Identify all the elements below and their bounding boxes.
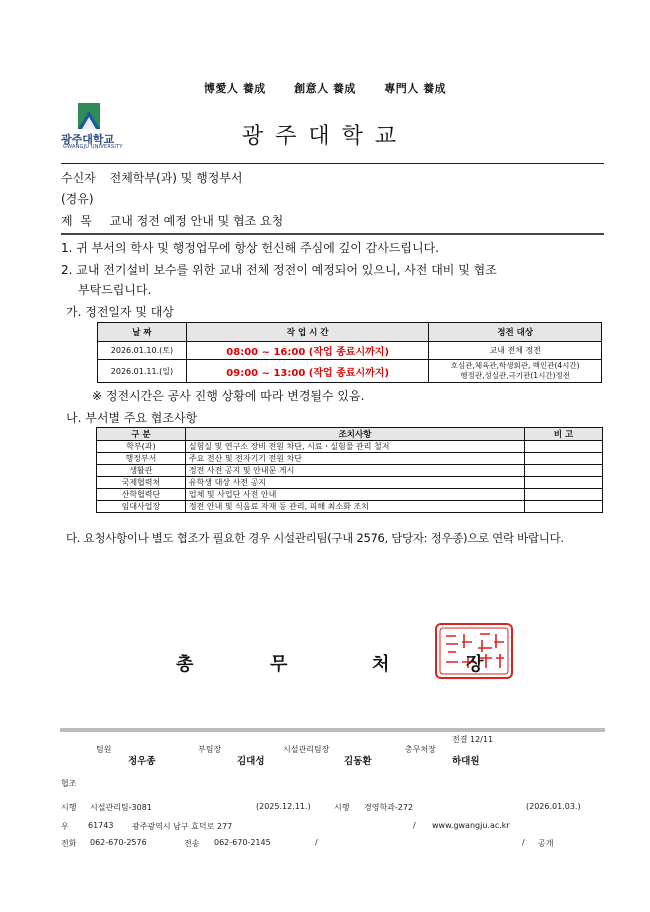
sign-char-2: 무 bbox=[270, 654, 288, 675]
sign-char-3: 처 bbox=[372, 654, 390, 675]
exec-label: 시행 bbox=[61, 803, 77, 812]
sign-char-1: 총 bbox=[176, 654, 194, 675]
cooperation-label: 협조 bbox=[61, 779, 77, 788]
recipient-row bbox=[61, 169, 243, 186]
row2-time: 09:00 ~ 13:00 (작업 종료시까지) bbox=[186, 360, 428, 383]
table-row bbox=[98, 342, 602, 360]
recv-value: 경영학과-272 bbox=[364, 803, 414, 812]
approver-3-name: 김동환 bbox=[344, 756, 372, 767]
action-cell: 유학생 대상 사전 공지 bbox=[185, 477, 524, 489]
row2-target-line2: 행정관,성실관,극기관(1시간)정전 bbox=[460, 371, 570, 380]
dept-cell: 산학협력단 bbox=[97, 489, 186, 501]
paragraph-1: 1. 귀 부서의 학사 및 행정업무에 항상 헌신해 주심에 깊이 감사드립니다. bbox=[61, 241, 439, 255]
tel-label: 전화 bbox=[61, 839, 77, 848]
slash-1: / bbox=[413, 821, 416, 830]
cooperation-table bbox=[96, 427, 603, 513]
approver-2-name: 김대성 bbox=[237, 756, 265, 767]
dept-cell: 생활관 bbox=[97, 465, 186, 477]
action-cell: 주요 전산 및 전자기기 전원 차단 bbox=[185, 453, 524, 465]
disclosure-status: 공개 bbox=[538, 839, 554, 848]
judgement-note: 전결 12/11 bbox=[452, 735, 494, 744]
action-cell: 정전 사전 공지 및 안내문 게시 bbox=[185, 465, 524, 477]
outage-schedule-table bbox=[97, 322, 602, 383]
university-motto bbox=[0, 80, 650, 96]
table-header-row bbox=[97, 428, 603, 441]
col-remark: 비 고 bbox=[525, 428, 603, 441]
col-dept: 구 분 bbox=[97, 428, 186, 441]
row2-date: 2026.01.11.(일) bbox=[98, 360, 187, 383]
approver-2-role: 부팀장 bbox=[198, 745, 222, 754]
remark-cell bbox=[525, 453, 603, 465]
approver-1-name: 정우종 bbox=[128, 756, 156, 767]
col-action: 조치사항 bbox=[185, 428, 524, 441]
document-title: 광주대학교 bbox=[241, 124, 409, 149]
motto-2: 創意人 養成 bbox=[294, 82, 356, 95]
table-row bbox=[97, 441, 603, 453]
motto-1: 博愛人 養成 bbox=[203, 82, 266, 95]
subject-divider bbox=[61, 233, 604, 235]
remark-cell bbox=[525, 501, 603, 513]
zip-value: 61743 bbox=[88, 821, 114, 830]
table-row bbox=[97, 489, 603, 501]
table-row bbox=[98, 360, 602, 383]
table-row bbox=[97, 477, 603, 489]
table-header-row bbox=[98, 323, 602, 342]
action-cell: 업체 및 사업단 사전 안내 bbox=[185, 489, 524, 501]
schedule-note: ※ 정전시간은 공사 진행 상황에 따라 변경될수 있음. bbox=[92, 389, 365, 403]
tel-value: 062-670-2576 bbox=[90, 838, 147, 847]
dept-cell: 행정부서 bbox=[97, 453, 186, 465]
row2-target-line1: 호심관,체육관,학생회관, 백인관(4시간) bbox=[450, 361, 580, 370]
action-cell: 실험실 및 연구소 장비 전원 차단, 시료ㆍ실험물 관리 철저 bbox=[185, 441, 524, 453]
row1-time: 08:00 ~ 16:00 (작업 종료시까지) bbox=[186, 342, 428, 360]
slash-2: / bbox=[315, 838, 318, 847]
section-ga-heading: 가. 정전일자 및 대상 bbox=[66, 305, 174, 319]
row1-target: 교내 전체 정전 bbox=[429, 342, 602, 360]
logo-english: GWANGJU UNIVERSITY bbox=[63, 144, 123, 150]
action-cell: 정전 안내 및 식음료 자재 등 관리, 피해 최소화 조치 bbox=[185, 501, 524, 513]
table-row bbox=[97, 465, 603, 477]
fax-label: 전송 bbox=[184, 839, 200, 848]
fax-value: 062-670-2145 bbox=[214, 838, 271, 847]
recipient-value: 전체학부(과) 및 행정부서 bbox=[109, 171, 243, 185]
recv-date: (2026.01.03.) bbox=[526, 802, 581, 811]
logo-name: 광주대학교 bbox=[61, 133, 115, 146]
motto-3: 專門人 養成 bbox=[384, 82, 447, 95]
remark-cell bbox=[525, 489, 603, 501]
paragraph-2-line-1: 2. 교내 전기설비 보수를 위한 교내 전체 정전이 예정되어 있으니, 사전 대비 및 협조 bbox=[61, 263, 497, 277]
section-na-heading: 나. 부서별 주요 협조사항 bbox=[66, 411, 198, 425]
slash-3: / bbox=[522, 838, 525, 847]
address: 광주광역시 남구 효덕로 277 bbox=[132, 822, 233, 831]
approver-4-name: 하대원 bbox=[452, 756, 480, 767]
exec-date: (2025.12.11.) bbox=[256, 802, 311, 811]
header-divider bbox=[61, 163, 604, 164]
approver-1-role: 팀원 bbox=[96, 745, 112, 754]
table-row bbox=[97, 501, 603, 513]
paragraph-2-line-2: 부탁드립니다. bbox=[78, 283, 152, 297]
col-target: 정전 대상 bbox=[429, 323, 602, 342]
row2-target bbox=[429, 360, 602, 383]
exec-value: 시설관리팀-3081 bbox=[90, 803, 152, 812]
section-da: 다. 요청사항이나 별도 협조가 필요한 경우 시설관리팀(구내 2576, 담당자: 정우종)으로 연락 바랍니다. bbox=[66, 531, 564, 545]
remark-cell bbox=[525, 477, 603, 489]
row1-date: 2026.01.10.(토) bbox=[98, 342, 187, 360]
dept-cell: 국제협력처 bbox=[97, 477, 186, 489]
recv-label: 시행 bbox=[334, 803, 350, 812]
remark-cell bbox=[525, 441, 603, 453]
subject-row bbox=[61, 212, 283, 229]
col-date: 날 짜 bbox=[98, 323, 187, 342]
via-row: (경유) bbox=[61, 192, 94, 206]
website-link[interactable]: www.gwangju.ac.kr bbox=[432, 821, 510, 830]
table-row bbox=[97, 453, 603, 465]
dept-cell: 임대사업장 bbox=[97, 501, 186, 513]
sign-char-4: 장 bbox=[466, 654, 484, 675]
approver-4-role: 총무처장 bbox=[405, 745, 436, 754]
dept-cell: 학부(과) bbox=[97, 441, 186, 453]
recipient-label: 수신자 bbox=[61, 171, 96, 185]
approval-divider bbox=[60, 728, 605, 732]
zip-label: 우 bbox=[61, 822, 69, 831]
col-time: 작 업 시 간 bbox=[186, 323, 428, 342]
subject-label: 제 목 bbox=[61, 214, 92, 228]
approver-3-role: 시설관리팀장 bbox=[283, 745, 330, 754]
remark-cell bbox=[525, 465, 603, 477]
subject-value: 교내 정전 예정 안내 및 협조 요청 bbox=[109, 214, 284, 228]
